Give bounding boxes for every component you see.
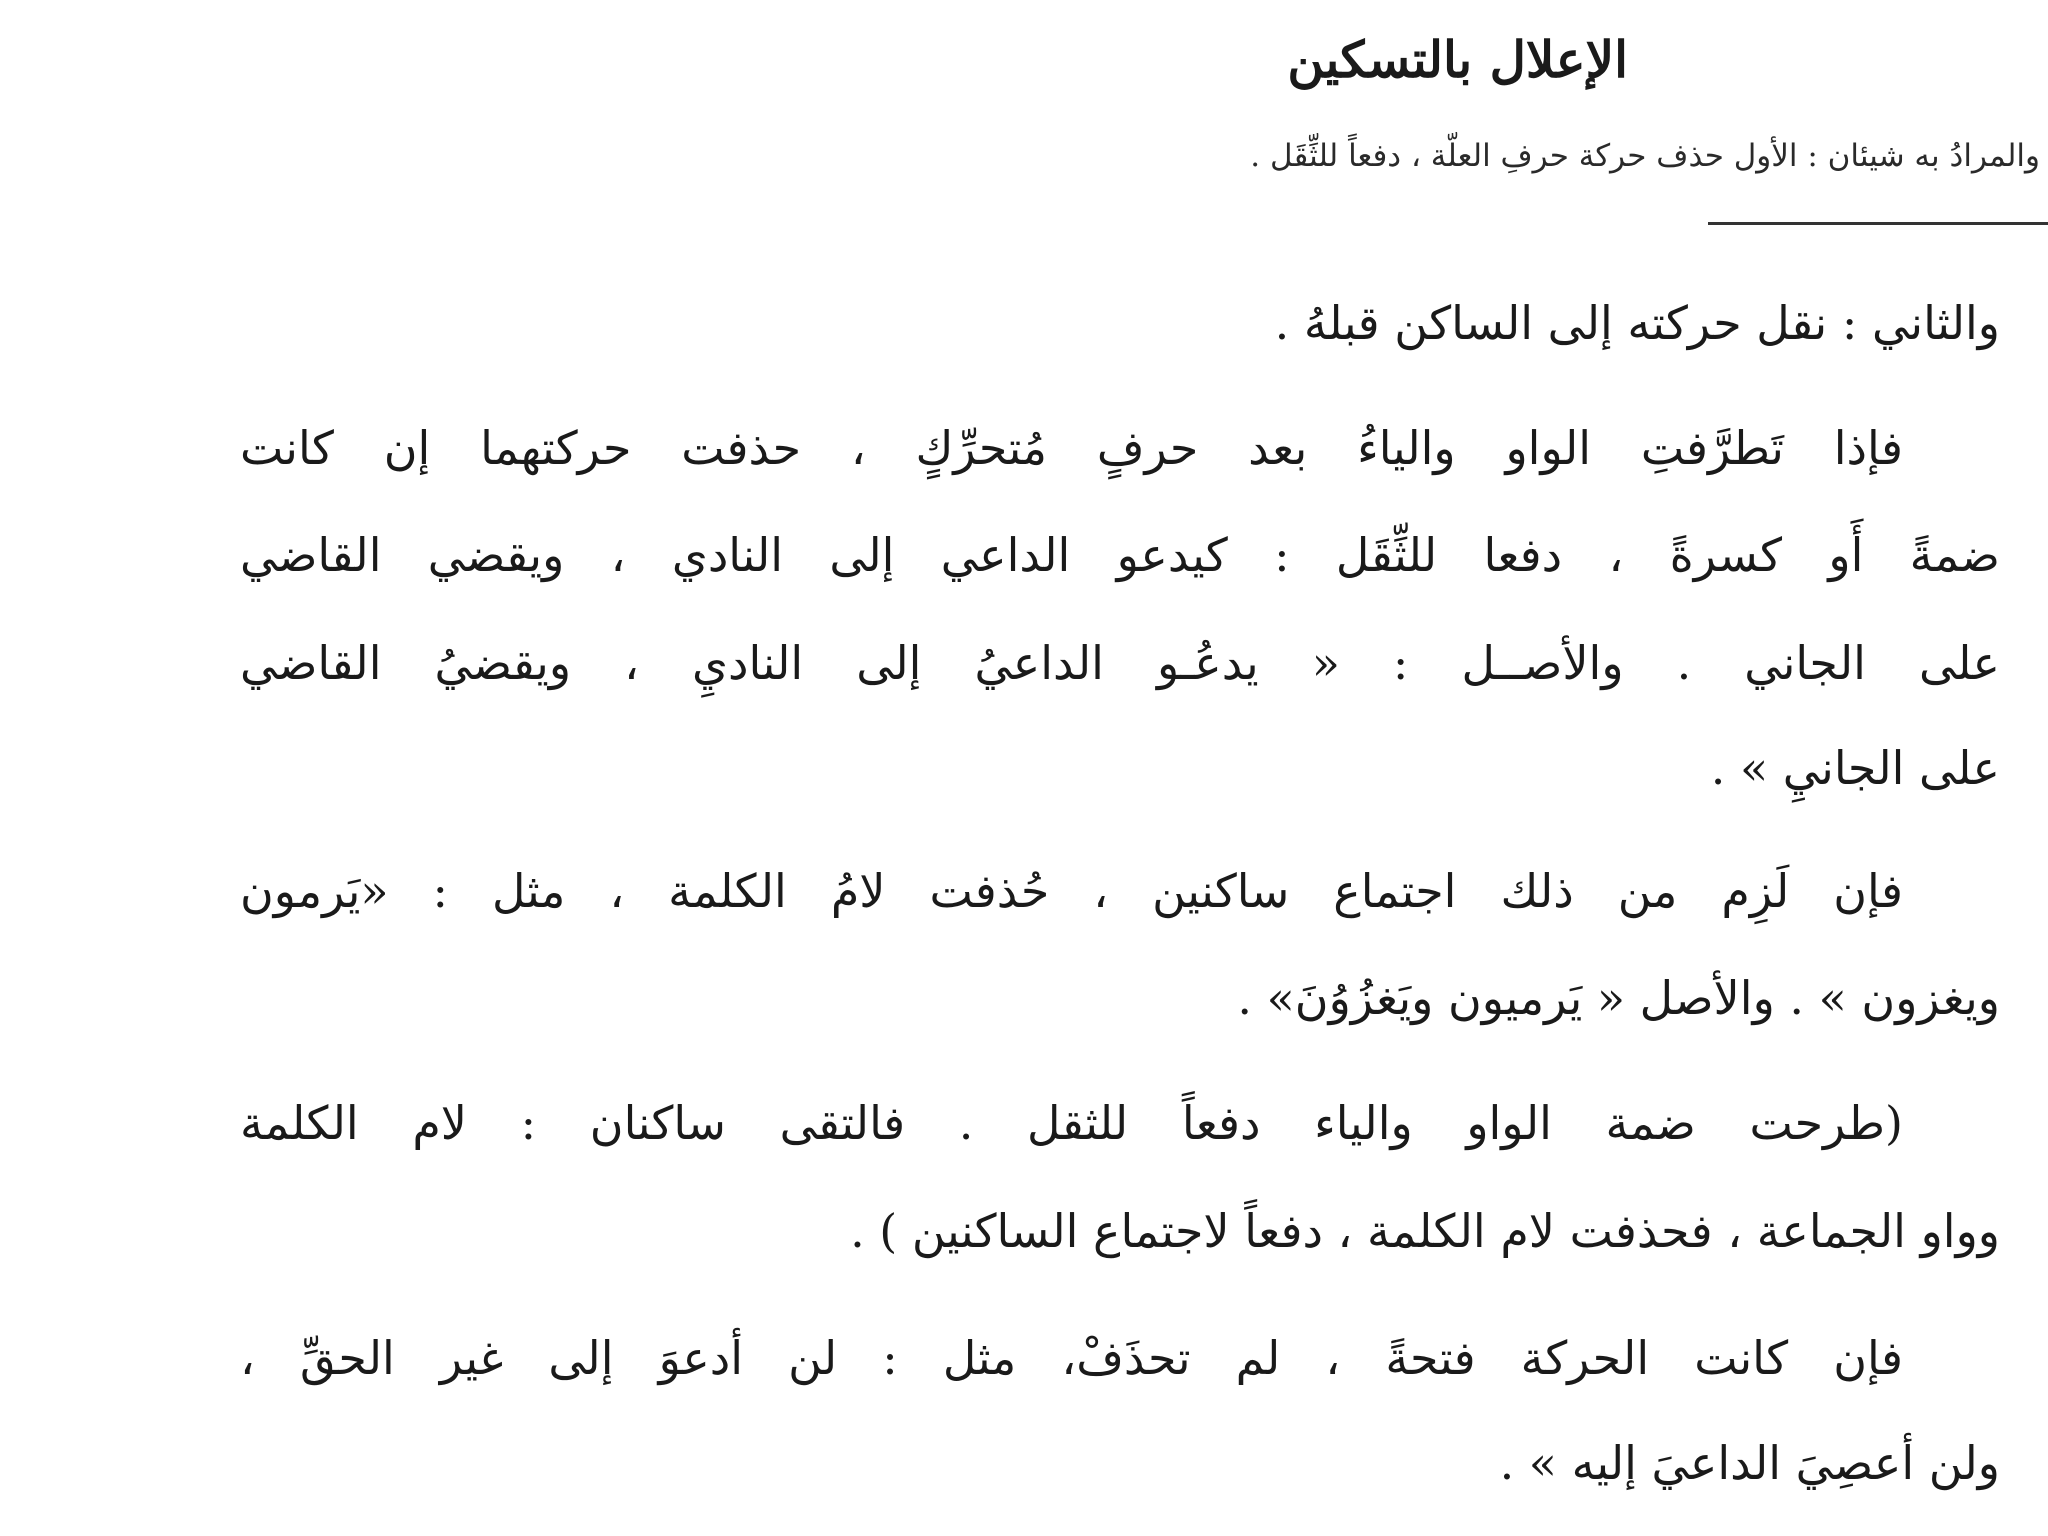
body-line-second: والثاني : نقل حركته إلى الساكن قبلهُ .: [1274, 296, 2000, 350]
intro-line-1: والمرادُ به شيئان : الأول حذف حركة حرفِ العلّة ، دفعاً للثِّقَل .: [1250, 138, 2040, 174]
paragraph-1-line-3: على الجاني . والأصــل : « يدعُـو الداعيُ إلى الناديِ ، ويقضيُ القاضي: [240, 636, 2000, 690]
paragraph-4-line-1: فإن كانت الحركة فتحةً ، لم تحذَفْ، مثل : لن أدعوَ إلى غير الحقِّ ،: [240, 1331, 1903, 1385]
paragraph-1-line-2: ضمةً أَو كسرةً ، دفعا للثِّقَل : كيدعو الداعي إلى النادي ، ويقضي القاضي: [240, 528, 2000, 582]
paragraph-3-line-1: (طرحت ضمة الواو والياء دفعاً للثقل . فالتقى ساكنان : لام الكلمة: [240, 1096, 1903, 1150]
page-title: الإعلال بالتسكين: [1287, 30, 1628, 89]
paragraph-4-line-2: ولن أعصِيَ الداعيَ إليه » .: [1499, 1436, 2000, 1490]
paragraph-1-line-4: على الجانيِ » .: [1710, 741, 2000, 795]
paragraph-2-line-1: فإن لَزِم من ذلك اجتماع ساكنين ، حُذفت لامُ الكلمة ، مثل : «يَرمون: [240, 864, 1903, 918]
paragraph-2-line-2: ويغزون » . والأصل « يَرميون ويَغزُوُنَ» .: [1237, 971, 2000, 1025]
paragraph-1-line-1: فإذا تَطرَّفتِ الواو والياءُ بعد حرفٍ مُتحرِّكٍ ، حذفت حركتهما إن كانت: [240, 421, 1903, 475]
paragraph-3-line-2: وواو الجماعة ، فحذفت لام الكلمة ، دفعاً لاجتماع الساكنين ) .: [850, 1204, 2000, 1258]
separator-rule: [1708, 222, 2048, 225]
